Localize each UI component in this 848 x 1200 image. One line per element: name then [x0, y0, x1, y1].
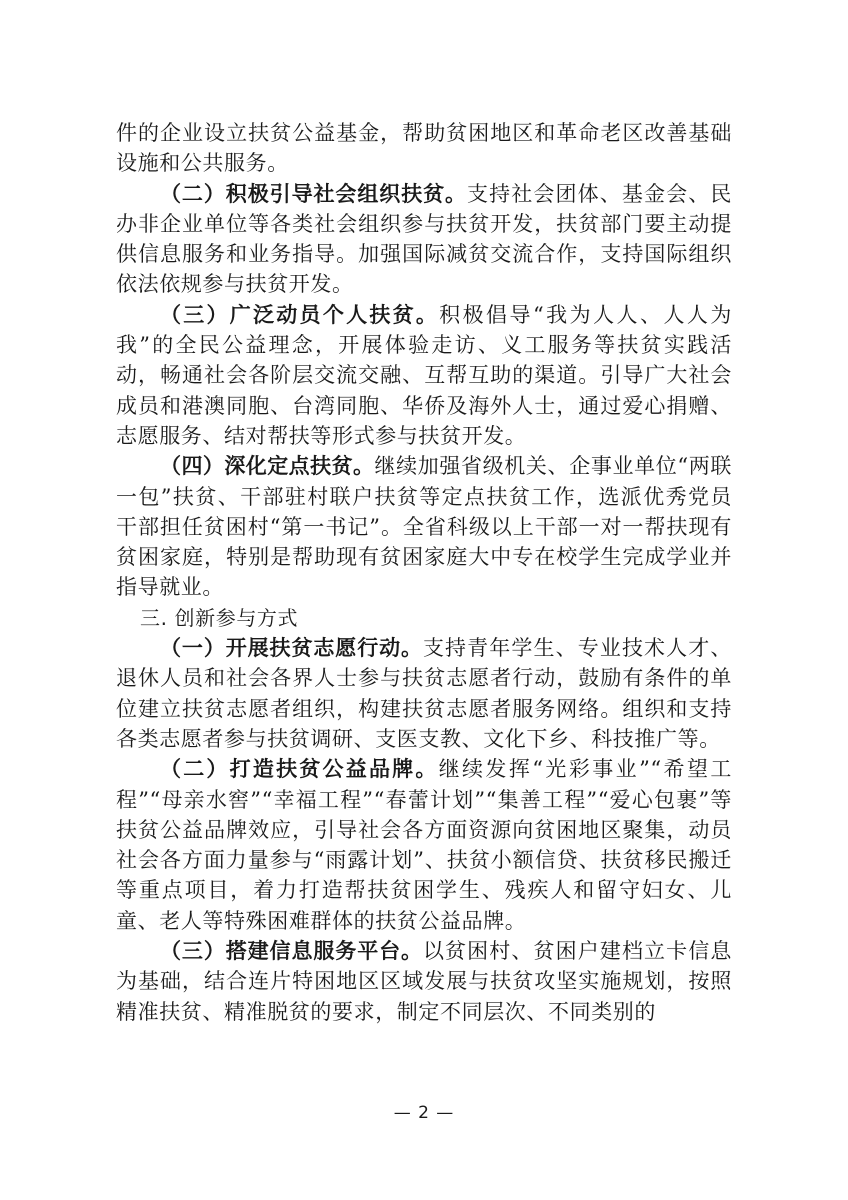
section-heading: 三. 创新参与方式 [140, 605, 299, 630]
paragraph-text: 继续发挥“光彩事业”“希望工程”“母亲水窖”“幸福工程”“春蕾计划”“集善工程”“爱心包裹”等扶贫公益品牌效应，引导社会各方面资源向贫困地区聚集，动员社会各方面力量参与“雨露计划”、扶贫小额信贷、扶贫移民搬迁等重点项目，着力打造帮扶贫困学生、残疾人和留守妇女、儿童、老人等特殊困难群体的扶贫公益品牌。 [116, 757, 732, 933]
paragraph-lead: （二）打造扶贫公益品牌。 [160, 757, 439, 782]
paragraph-text: 件的企业设立扶贫公益基金，帮助贫困地区和革命老区改善基础设施和公共服务。 [116, 121, 732, 176]
paragraph-text: 继续加强省级机关、企事业单位“两联一包”扶贫、干部驻村联户扶贫等定点扶贫工作，选派优秀党员干部担任贫困村“第一书记”。全省科级以上干部一对一帮扶现有贫困家庭，特别是帮助现有贫困家庭大中专在校学生完成学业并指导就业。 [116, 454, 733, 600]
paragraph-individual-poverty-relief [116, 300, 732, 451]
page-number: — 2 — [393, 1103, 455, 1123]
paragraph-lead: （三）搭建信息服务平台。 [160, 939, 423, 964]
paragraph-targeted-poverty-relief [116, 451, 732, 602]
paragraph-volunteer-action [116, 633, 732, 754]
paragraph-text: 以贫困村、贫困户建档立卡信息为基础，结合连片特困地区区域发展与扶贫攻坚实施规划，按照精准扶贫、精准脱贫的要求，制定不同层次、不同类别的 [116, 939, 732, 1024]
paragraph-text: 积极倡导“我为人人、人人为我”的全民公益理念，开展体验走访、义工服务等扶贫实践活动，畅通社会各阶层交流交融、互帮互助的渠道。引导广大社会成员和港澳同胞、台湾同胞、华侨及海外人士，通过爱心捐赠、志愿服务、结对帮扶等形式参与扶贫开发。 [116, 302, 732, 448]
document-body [116, 118, 732, 1027]
paragraph-information-platform [116, 936, 732, 1027]
paragraph-continuation [116, 118, 732, 179]
paragraph-text: 支持社会团体、基金会、民办非企业单位等各类社会组织参与扶贫开发，扶贫部门要主动提供信息服务和业务指导。加强国际减贫交流合作，支持国际组织依法依规参与扶贫开发。 [116, 181, 732, 297]
paragraph-text: 支持青年学生、专业技术人才、退休人员和社会各界人士参与扶贫志愿者行动，鼓励有条件的单位建立扶贫志愿者组织，构建扶贫志愿者服务网络。组织和支持各类志愿者参与扶贫调研、支医支教、文化下乡、科技推广等。 [116, 636, 732, 751]
paragraph-lead: （四）深化定点扶贫。 [160, 454, 375, 479]
paragraph-public-welfare-brands [116, 754, 732, 936]
paragraph-social-organizations [116, 179, 732, 300]
paragraph-lead: （一）开展扶贫志愿行动。 [160, 636, 423, 661]
paragraph-lead: （三）广泛动员个人扶贫。 [160, 302, 440, 327]
paragraph-lead: （二）积极引导社会组织扶贫。 [160, 181, 467, 206]
